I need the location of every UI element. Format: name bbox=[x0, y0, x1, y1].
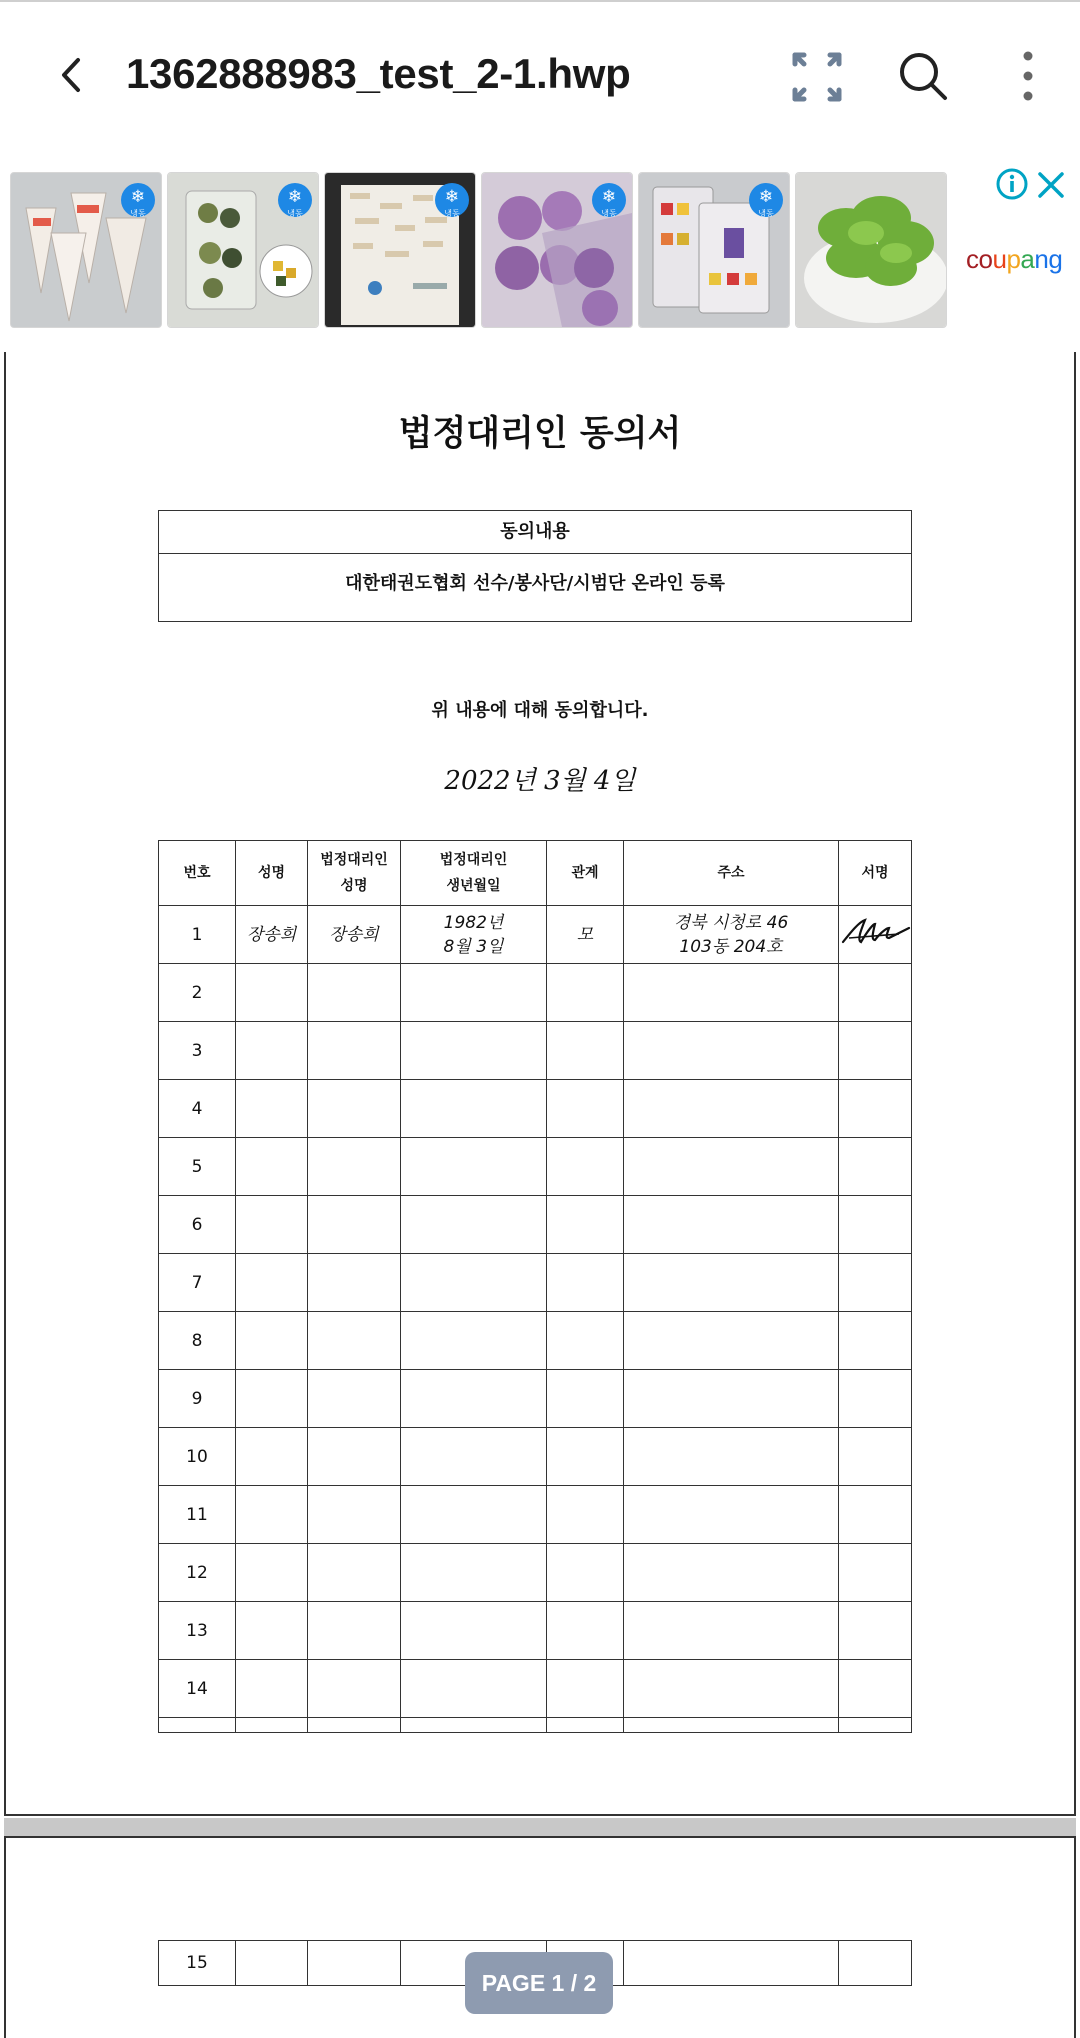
ad-product-4[interactable] bbox=[481, 172, 633, 328]
app-bar bbox=[0, 2, 1080, 152]
empty-cell bbox=[236, 1196, 308, 1254]
empty-cell bbox=[624, 1370, 839, 1428]
col-header-relation: 관계 bbox=[547, 841, 624, 906]
table-row-partial bbox=[159, 1718, 912, 1733]
form-title: 법정대리인 동의서 bbox=[398, 414, 682, 454]
table-row bbox=[159, 1486, 912, 1544]
empty-cell bbox=[308, 1544, 401, 1602]
empty-cell bbox=[401, 1254, 547, 1312]
empty-cell bbox=[624, 1196, 839, 1254]
address-line-2: 103동 204호 bbox=[679, 936, 783, 957]
empty-cell bbox=[236, 964, 308, 1022]
empty-cell bbox=[624, 1312, 839, 1370]
empty-cell bbox=[624, 1254, 839, 1312]
more-options-icon[interactable] bbox=[1010, 48, 1046, 104]
empty-cell bbox=[547, 964, 624, 1022]
empty-cell bbox=[624, 1022, 839, 1080]
col-header-address: 주소 bbox=[624, 841, 839, 906]
page-separator bbox=[4, 1818, 1076, 1836]
empty-cell bbox=[401, 1602, 547, 1660]
col-header-signature: 서명 bbox=[839, 841, 912, 906]
empty-cell bbox=[401, 1660, 547, 1718]
empty-cell bbox=[236, 1660, 308, 1718]
row-number: 10 bbox=[159, 1428, 236, 1486]
empty-cell bbox=[547, 1486, 624, 1544]
empty-cell bbox=[308, 1941, 401, 1986]
handwritten-name: 장송희 bbox=[236, 906, 308, 964]
table-row bbox=[159, 1254, 912, 1312]
handwritten-guardian-name: 장송희 bbox=[308, 906, 401, 964]
empty-cell bbox=[401, 1138, 547, 1196]
coupang-logo: coupang bbox=[966, 244, 1063, 274]
empty-cell bbox=[401, 1196, 547, 1254]
ad-product-5[interactable] bbox=[638, 172, 790, 328]
empty-cell bbox=[308, 1602, 401, 1660]
empty-cell bbox=[547, 1370, 624, 1428]
empty-cell bbox=[839, 1941, 912, 1986]
empty-cell bbox=[236, 1080, 308, 1138]
empty-cell bbox=[839, 1312, 912, 1370]
birth-line-1: 1982년 bbox=[443, 912, 504, 933]
empty-cell bbox=[547, 1544, 624, 1602]
empty-cell bbox=[547, 1428, 624, 1486]
empty-cell bbox=[624, 1138, 839, 1196]
empty-cell bbox=[308, 1138, 401, 1196]
col-header-guardian-name: 법정대리인 성명 bbox=[308, 841, 401, 906]
row-number: 3 bbox=[159, 1022, 236, 1080]
frozen-badge-icon: ❄ 냉동 bbox=[435, 183, 469, 217]
empty-cell bbox=[308, 1370, 401, 1428]
empty-cell bbox=[308, 1718, 401, 1733]
row-number: 12 bbox=[159, 1544, 236, 1602]
empty-cell bbox=[236, 1718, 308, 1733]
empty-cell bbox=[624, 1602, 839, 1660]
empty-cell bbox=[624, 1941, 839, 1986]
empty-cell bbox=[308, 1080, 401, 1138]
empty-cell bbox=[401, 1544, 547, 1602]
ad-close-icon[interactable] bbox=[1036, 170, 1066, 200]
table-row bbox=[159, 1022, 912, 1080]
empty-cell bbox=[839, 1370, 912, 1428]
empty-cell bbox=[236, 1254, 308, 1312]
empty-cell bbox=[236, 1941, 308, 1986]
empty-cell bbox=[839, 1254, 912, 1312]
col-header-name: 성명 bbox=[236, 841, 308, 906]
row-number: 15 bbox=[159, 1941, 236, 1986]
consent-box bbox=[158, 510, 912, 622]
row-number: 5 bbox=[159, 1138, 236, 1196]
empty-cell bbox=[308, 964, 401, 1022]
table-row bbox=[159, 1428, 912, 1486]
empty-cell bbox=[839, 964, 912, 1022]
empty-cell bbox=[624, 1718, 839, 1733]
fullscreen-icon[interactable] bbox=[790, 50, 844, 104]
row-number: 8 bbox=[159, 1312, 236, 1370]
table-row bbox=[159, 1080, 912, 1138]
signature-cell bbox=[839, 906, 912, 964]
empty-cell bbox=[401, 1486, 547, 1544]
row-number: 9 bbox=[159, 1370, 236, 1428]
ad-product-3[interactable] bbox=[324, 172, 476, 328]
empty-cell bbox=[839, 1718, 912, 1733]
agree-statement: 위 내용에 대해 동의합니다. bbox=[431, 700, 649, 721]
empty-cell bbox=[236, 1370, 308, 1428]
empty-cell bbox=[236, 1022, 308, 1080]
page-indicator: PAGE 1 / 2 bbox=[465, 1952, 613, 2014]
row-number: 6 bbox=[159, 1196, 236, 1254]
table-row bbox=[159, 1660, 912, 1718]
ad-info-icon[interactable] bbox=[996, 168, 1028, 200]
table-row bbox=[159, 1138, 912, 1196]
ad-banner[interactable] bbox=[0, 160, 1080, 340]
empty-cell bbox=[236, 1312, 308, 1370]
frozen-badge-icon: ❄ 냉동 bbox=[749, 183, 783, 217]
empty-cell bbox=[624, 1080, 839, 1138]
handwritten-date: 2022년 3월 4일 bbox=[444, 766, 636, 796]
empty-cell bbox=[236, 1544, 308, 1602]
empty-cell bbox=[308, 1486, 401, 1544]
empty-cell bbox=[308, 1428, 401, 1486]
handwritten-birth bbox=[401, 906, 547, 964]
empty-cell bbox=[308, 1254, 401, 1312]
table-row bbox=[159, 964, 912, 1022]
empty-cell bbox=[839, 1138, 912, 1196]
empty-cell bbox=[547, 1138, 624, 1196]
empty-cell bbox=[401, 1428, 547, 1486]
empty-cell bbox=[159, 1718, 236, 1733]
empty-cell bbox=[308, 1196, 401, 1254]
table-row bbox=[159, 906, 912, 964]
empty-cell bbox=[839, 1022, 912, 1080]
signature-scribble-icon bbox=[839, 910, 911, 954]
handwritten-address bbox=[624, 906, 839, 964]
birth-line-2: 8월 3일 bbox=[443, 936, 504, 957]
empty-cell bbox=[547, 1312, 624, 1370]
row-number: 4 bbox=[159, 1080, 236, 1138]
table-row bbox=[159, 1312, 912, 1370]
address-line-1: 경북 시청로 46 bbox=[673, 912, 789, 933]
empty-cell bbox=[401, 1312, 547, 1370]
search-icon[interactable] bbox=[895, 48, 951, 104]
table-row bbox=[159, 1370, 912, 1428]
empty-cell bbox=[839, 1428, 912, 1486]
table-row bbox=[159, 1196, 912, 1254]
ad-product-2[interactable] bbox=[167, 172, 319, 328]
row-number: 11 bbox=[159, 1486, 236, 1544]
empty-cell bbox=[308, 1022, 401, 1080]
row-number: 14 bbox=[159, 1660, 236, 1718]
row-number: 2 bbox=[159, 964, 236, 1022]
table-row bbox=[159, 1544, 912, 1602]
empty-cell bbox=[624, 964, 839, 1022]
back-arrow-icon[interactable] bbox=[48, 50, 98, 100]
empty-cell bbox=[839, 1660, 912, 1718]
empty-cell bbox=[624, 1486, 839, 1544]
empty-cell bbox=[236, 1138, 308, 1196]
empty-cell bbox=[547, 1718, 624, 1733]
row-number: 7 bbox=[159, 1254, 236, 1312]
empty-cell bbox=[624, 1660, 839, 1718]
col-header-number: 번호 bbox=[159, 841, 236, 906]
consent-body: 대한태권도협회 선수/봉사단/시범단 온라인 등록 bbox=[345, 573, 725, 594]
empty-cell bbox=[308, 1312, 401, 1370]
table-header-row bbox=[159, 841, 912, 906]
empty-cell bbox=[624, 1428, 839, 1486]
empty-cell bbox=[839, 1602, 912, 1660]
empty-cell bbox=[401, 1370, 547, 1428]
table-row bbox=[159, 1602, 912, 1660]
frozen-badge-icon: ❄ 냉동 bbox=[278, 183, 312, 217]
empty-cell bbox=[547, 1660, 624, 1718]
empty-cell bbox=[547, 1080, 624, 1138]
empty-cell bbox=[839, 1080, 912, 1138]
guardian-table bbox=[158, 840, 912, 1733]
handwritten-relation: 모 bbox=[547, 906, 624, 964]
document-title: 1362888983_test_2-1.hwp bbox=[126, 50, 631, 97]
empty-cell bbox=[401, 1718, 547, 1733]
col-header-guardian-birth: 법정대리인 생년월일 bbox=[401, 841, 547, 906]
frozen-badge-icon: ❄ 냉동 bbox=[592, 183, 626, 217]
consent-header: 동의내용 bbox=[159, 511, 911, 554]
empty-cell bbox=[547, 1602, 624, 1660]
empty-cell bbox=[236, 1602, 308, 1660]
empty-cell bbox=[401, 1080, 547, 1138]
ad-product-6[interactable] bbox=[795, 172, 947, 328]
empty-cell bbox=[624, 1544, 839, 1602]
empty-cell bbox=[839, 1486, 912, 1544]
empty-cell bbox=[401, 964, 547, 1022]
ad-product-1[interactable] bbox=[10, 172, 162, 328]
empty-cell bbox=[839, 1196, 912, 1254]
frozen-badge-icon: ❄ 냉동 bbox=[121, 183, 155, 217]
empty-cell bbox=[236, 1486, 308, 1544]
empty-cell bbox=[401, 1022, 547, 1080]
row-number: 1 bbox=[159, 906, 236, 964]
empty-cell bbox=[547, 1254, 624, 1312]
row-number: 13 bbox=[159, 1602, 236, 1660]
empty-cell bbox=[308, 1660, 401, 1718]
empty-cell bbox=[547, 1022, 624, 1080]
empty-cell bbox=[839, 1544, 912, 1602]
empty-cell bbox=[547, 1196, 624, 1254]
empty-cell bbox=[236, 1428, 308, 1486]
